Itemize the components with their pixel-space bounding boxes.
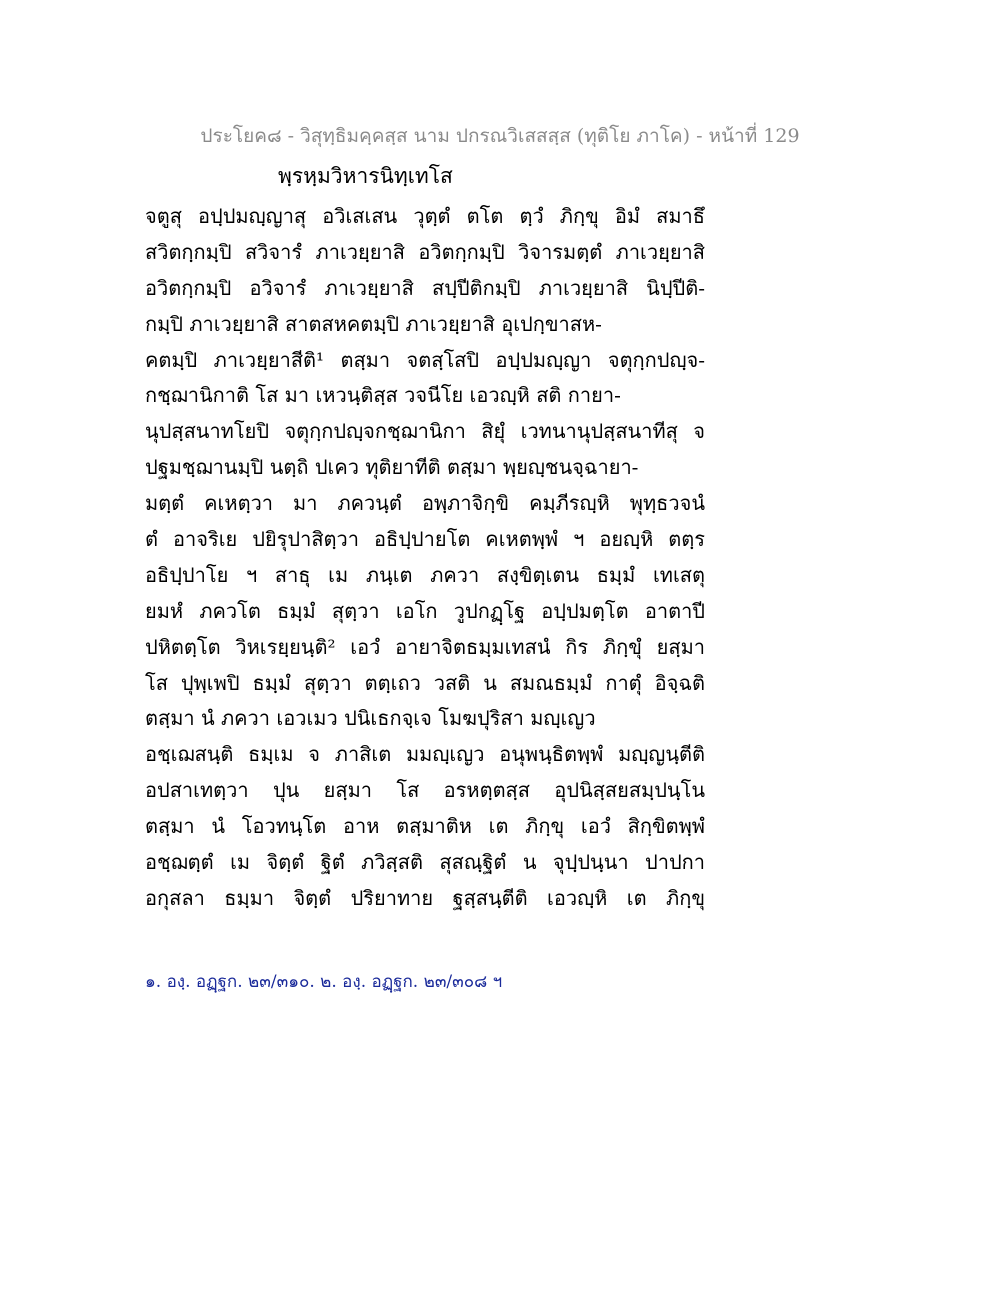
- text-line: มตฺตํ คเหตฺวา มา ภควนฺตํ อพฺภาจิกฺขิ คมฺภีรญฺหิ พุทฺธวจนํ: [145, 491, 705, 516]
- text-line: สวิตกฺกมฺปิ สวิจารํ ภาเวยฺยาสิ อวิตกฺกมฺปิ วิจารมตฺตํ ภาเวยฺยาสิ: [145, 239, 705, 264]
- text-line: ตํ อาจริเย ปยิรุปาสิตฺวา อธิปฺปายโต คเหตพฺพํ ฯ อยญฺหิ ตตฺร: [145, 527, 705, 552]
- text-line: ตสฺมา นํ ภควา เอวเมว ปนิเธกจฺเจ โมฆปุริสา มญฺเญว: [145, 706, 596, 731]
- body-text: [145, 199, 705, 917]
- text-line: คตมฺปิ ภาเวยฺยาสีติ¹ ตสฺมา จตสฺโสปิ อปฺปมญฺญา จตุกฺกปญฺจ-: [145, 347, 705, 372]
- text-line: อวิตกฺกมฺปิ อวิจารํ ภาเวยฺยาสิ สปฺปีติกมฺปิ ภาเวยฺยาสิ นิปฺปีติ-: [145, 275, 705, 300]
- text-line: อกุสลา ธมฺมา จิตฺตํ ปริยาทาย ฐสฺสนฺตีติ เอวญฺหิ เต ภิกฺขุ: [145, 885, 705, 910]
- text-line: นุปสฺสนาทโยปิ จตุกฺกปญฺจกชฺฌานิกา สิยุํ เวทนานุปสฺสนาทีสุ จ: [145, 419, 705, 444]
- running-header: ประโยค๘ - วิสุทฺธิมคฺคสฺส นาม ปกรณวิเสสสฺส (ทุติโย ภาโค) - หน้าที่ 129: [200, 125, 800, 147]
- text-line: ปฐมชฺฌานมฺปิ นตฺถิ ปเคว ทุติยาทีติ ตสฺมา พฺยญฺชนจฺฉายา-: [145, 455, 639, 480]
- text-line: ปหิตตฺโต วิหเรยฺยนฺติ² เอวํ อายาจิตธมฺมเทสนํ กิร ภิกฺขุํ ยสฺมา: [145, 634, 705, 659]
- text-line: ตสฺมา นํ โอวทนฺโต อาห ตสฺมาติห เต ภิกฺขุ เอวํ สิกฺขิตพฺพํ: [145, 814, 705, 839]
- text-line: ยมหํ ภควโต ธมฺมํ สุตฺวา เอโก วูปกฏฺโฐ อปฺปมตฺโต อาตาปี: [145, 598, 705, 623]
- text-line: กชฺฌานิกาติ โส มา เหวนฺติสฺส วจนีโย เอวญฺหิ สติ กายา-: [145, 383, 621, 408]
- text-line: อชฺเฌสนฺติ ธมฺเม จ ภาสิเต มมญฺเญว อนุพนฺธิตพฺพํ มญฺญนฺตีติ: [145, 742, 705, 767]
- section-heading: พฺรหฺมวิหารนิทฺเทโส: [278, 164, 453, 188]
- footnote: ๑. องฺ. อฏฺฐก. ๒๓/๓๑๐. ๒. องฺ. อฏฺฐก. ๒๓/๓๐๘ ฯ: [145, 972, 503, 992]
- text-line: อธิปฺปาโย ฯ สาธุ เม ภนฺเต ภควา สงฺขิตฺเตน ธมฺมํ เทเสตุ: [145, 562, 705, 587]
- text-line: อปสาเทตฺวา ปุน ยสฺมา โส อรหตฺตสฺส อุปนิสฺสยสมฺปนฺโน: [145, 778, 705, 803]
- text-line: จตูสุ อปฺปมญฺญาสุ อวิเสเสน วุตฺตํ ตโต ตฺวํ ภิกฺขุ อิมํ สมาธึ: [145, 204, 705, 228]
- text-line: อชฺฌตฺตํ เม จิตฺตํ ฐิตํ ภวิสฺสติ สุสณฺฐิตํ น จุปฺปนฺนา ปาปกา: [145, 850, 705, 875]
- text-line: กมฺปิ ภาเวยฺยาสิ สาตสหคตมฺปิ ภาเวยฺยาสิ อุเปกฺขาสห-: [145, 311, 602, 336]
- text-line: โส ปุพฺเพปิ ธมฺมํ สุตฺวา ตตฺเถว วสติ น สมณธมฺมํ กาตุํ อิจฺฉติ: [145, 670, 705, 695]
